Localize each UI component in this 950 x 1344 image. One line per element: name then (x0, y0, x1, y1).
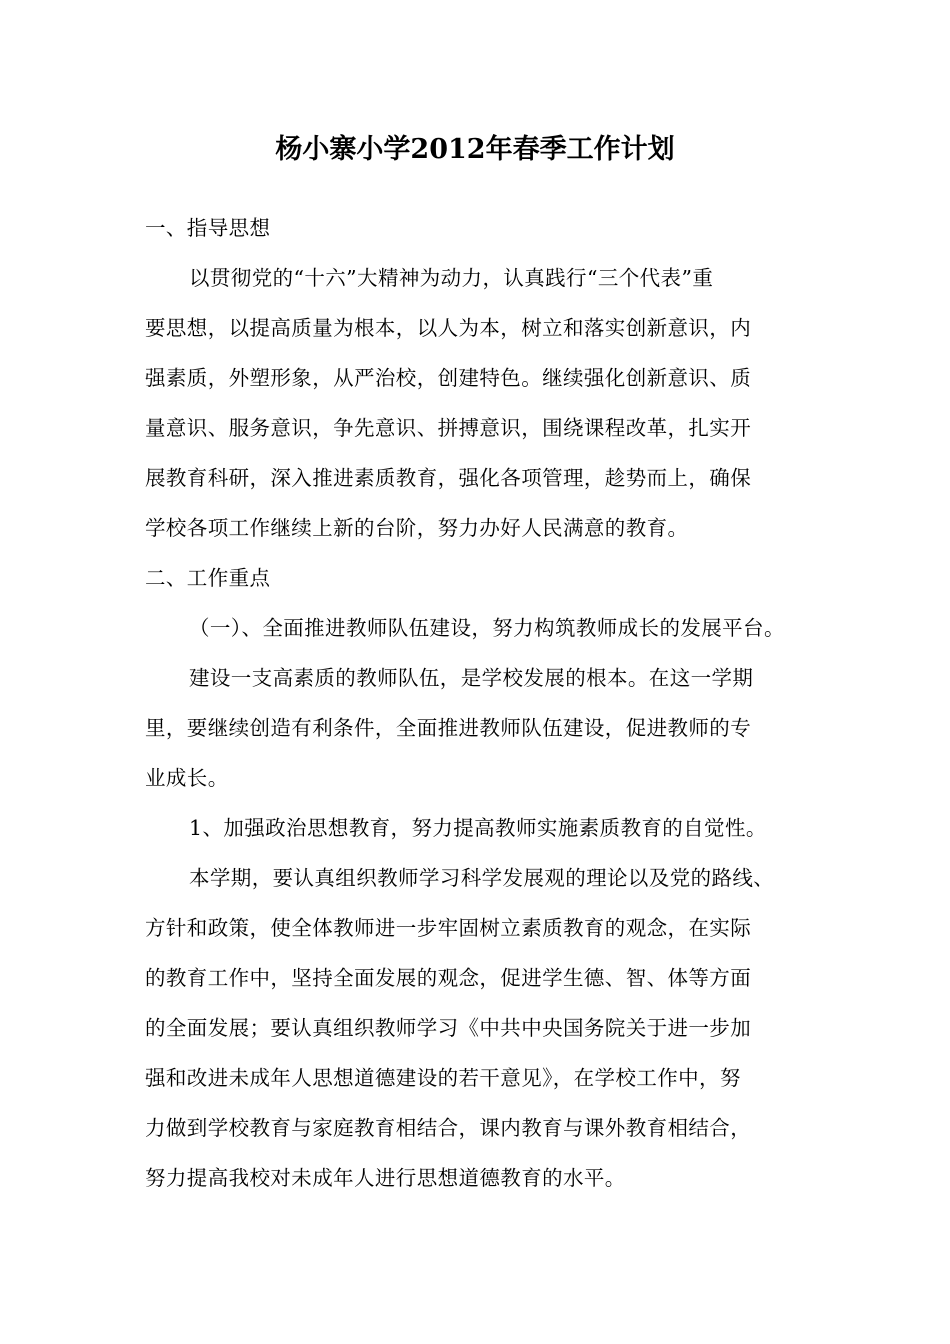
paragraph-line: 量意识、服务意识，争先意识、拼搏意识，围绕课程改革，扎实开 (145, 416, 752, 440)
paragraph-line: 里，要继续创造有利条件，全面推进教师队伍建设，促进教师的专 (145, 716, 752, 740)
paragraph-line: 的教育工作中，坚持全面发展的观念，促进学生德、智、体等方面 (145, 966, 752, 990)
paragraph-line: 的全面发展；要认真组织教师学习《中共中央国务院关于进一步加 (145, 1016, 752, 1040)
subsection-heading: （一）、全面推进教师队伍建设，努力构筑教师成长的发展平台。 (189, 616, 785, 640)
document-body (145, 203, 825, 1203)
paragraph-line: 展教育科研，深入推进素质教育，强化各项管理，趁势而上，确保 (145, 466, 752, 490)
paragraph-line: 方针和政策，使全体教师进一步牢固树立素质教育的观念，在实际 (145, 916, 752, 940)
paragraph-line: 强素质，外塑形象，从严治校，创建特色。继续强化创新意识、质 (145, 366, 752, 390)
paragraph-line: 努力提高我校对未成年人进行思想道德教育的水平。 (145, 1166, 626, 1190)
item-heading: 1、加强政治思想教育，努力提高教师实施素质教育的自觉性。 (189, 816, 767, 840)
paragraph-line: 强和改进未成年人思想道德建设的若干意见》，在学校工作中，努 (145, 1066, 741, 1090)
paragraph-line: 要思想，以提高质量为根本，以人为本，树立和落实创新意识，内 (145, 316, 752, 340)
paragraph-line: 以贯彻党的“十六”大精神为动力，认真践行“三个代表”重 (189, 266, 714, 290)
paragraph-line: 业成长。 (145, 766, 229, 790)
paragraph-line: 学校各项工作继续上新的台阶，努力办好人民满意的教育。 (145, 516, 689, 540)
paragraph-line: 建设一支高素质的教师队伍，是学校发展的根本。在这一学期 (189, 666, 754, 690)
section-heading-work-focus: 二、工作重点 (145, 566, 271, 590)
paragraph-line: 力做到学校教育与家庭教育相结合，课内教育与课外教育相结合， (145, 1116, 752, 1140)
paragraph-line: 本学期，要认真组织教师学习科学发展观的理论以及党的路线、 (189, 866, 775, 890)
document-title: 杨小寨小学2012年春季工作计划 (275, 134, 675, 165)
section-heading-guiding-ideology: 一、指导思想 (145, 216, 271, 240)
